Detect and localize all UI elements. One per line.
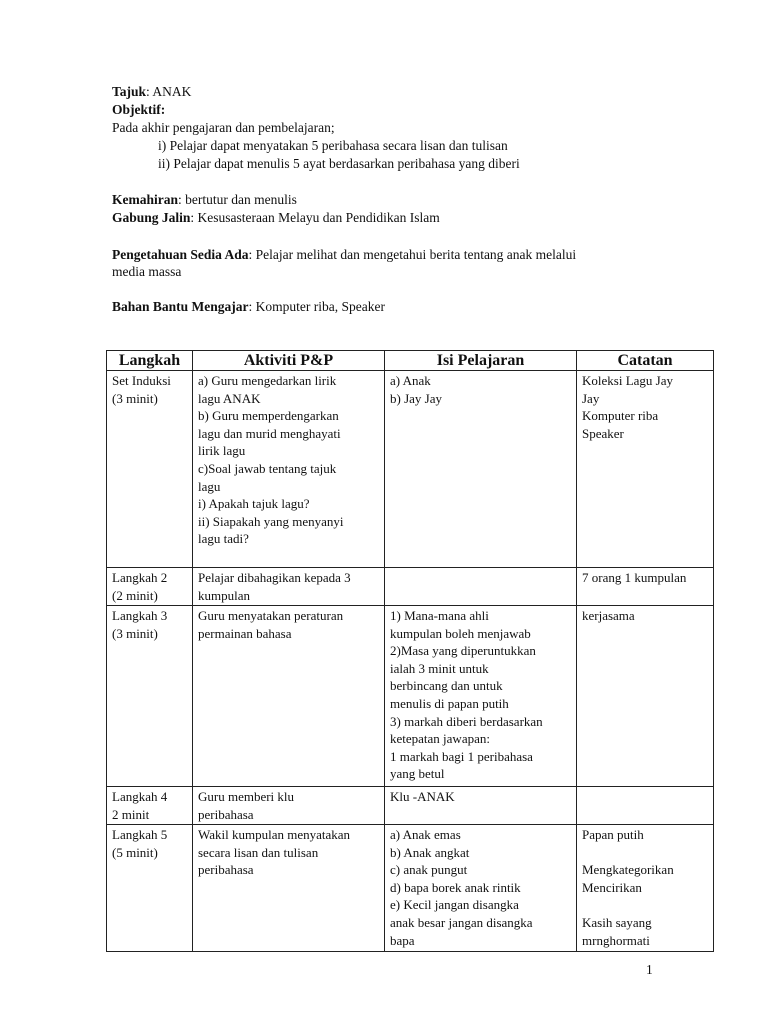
header-aktiviti: Aktiviti P&P [193, 351, 385, 371]
bahan-label: Bahan Bantu Mengajar [112, 299, 249, 314]
cell-langkah [107, 606, 193, 787]
cell-aktiviti [193, 606, 385, 787]
aktiviti-line: permainan bahasa [198, 625, 292, 641]
cell-aktiviti [193, 787, 385, 825]
aktiviti-line: secara lisan dan tulisan [198, 844, 319, 860]
langkah-line: (2 minit) [112, 587, 158, 603]
cell-langkah [107, 568, 193, 606]
langkah-line: Set Induksi [112, 373, 171, 388]
objektif-item-1: i) Pelajar dapat menyatakan 5 peribahasa secara lisan dan tulisan [158, 138, 508, 153]
catatan-line: kerjasama [582, 608, 635, 623]
cell-catatan [577, 568, 714, 606]
catatan-line: Komputer riba [582, 408, 659, 424]
objektif-label: Objektif: [112, 102, 166, 117]
cell-langkah [107, 371, 193, 568]
langkah-line: Langkah 4 [112, 789, 168, 804]
cell-langkah [107, 787, 193, 825]
cell-aktiviti [193, 825, 385, 952]
aktiviti-line: b) Guru memperdengarkan [198, 408, 339, 424]
cell-catatan [577, 825, 714, 952]
catatan-line: mrnghormati [582, 932, 650, 948]
table-row [107, 787, 714, 825]
isi-line: 1 markah bagi 1 peribahasa [390, 748, 533, 764]
cell-aktiviti [193, 371, 385, 568]
catatan-line [582, 896, 709, 914]
catatan-line: 7 orang 1 kumpulan [582, 570, 687, 585]
catatan-line: Jay [582, 390, 600, 406]
cell-langkah [107, 825, 193, 952]
isi-line: 1) Mana-mana ahli [390, 608, 489, 623]
catatan-line: Speaker [582, 425, 624, 441]
cell-catatan [577, 787, 714, 825]
table-row [107, 606, 714, 787]
bahan-value: : Komputer riba, Speaker [248, 299, 385, 314]
page-number: 1 [646, 962, 653, 977]
aktiviti-line: Wakil kumpulan menyatakan [198, 827, 351, 842]
header-langkah: Langkah [107, 351, 193, 371]
catatan-line: Mencirikan [582, 879, 642, 895]
langkah-line: Langkah 3 [112, 608, 168, 623]
isi-line: c) anak pungut [390, 862, 468, 878]
header-isi-pelajaran: Isi Pelajaran [385, 351, 577, 371]
gabung-jalin-line [112, 209, 440, 227]
table-row [107, 825, 714, 952]
gabung-jalin-label: Gabung Jalin [112, 210, 191, 225]
langkah-line: (3 minit) [112, 625, 158, 641]
isi-line: ketepatan jawapan: [390, 731, 490, 747]
isi-line: e) Kecil jangan disangka [390, 897, 519, 913]
isi-line: anak besar jangan disangka [390, 914, 533, 930]
isi-line: berbincang dan untuk [390, 678, 503, 694]
aktiviti-line: a) Guru mengedarkan lirik [198, 373, 337, 388]
aktiviti-line: kumpulan [198, 587, 250, 603]
aktiviti-line: lagu dan murid menghayati [198, 425, 341, 441]
isi-line: 3) markah diberi berdasarkan [390, 713, 543, 729]
langkah-line: Langkah 2 [112, 570, 168, 585]
header-catatan: Catatan [577, 351, 714, 371]
aktiviti-line: peribahasa [198, 806, 254, 822]
cell-catatan [577, 606, 714, 787]
catatan-line: Mengkategorikan [582, 862, 674, 878]
aktiviti-line: lagu ANAK [198, 390, 261, 406]
langkah-line: Langkah 5 [112, 827, 168, 842]
objektif-item-2: ii) Pelajar dapat menulis 5 ayat berdasarkan peribahasa yang diberi [158, 156, 520, 171]
langkah-line: (5 minit) [112, 844, 158, 860]
tajuk-value: : ANAK [146, 84, 192, 99]
catatan-line [582, 844, 709, 862]
cell-isi [385, 787, 577, 825]
lesson-plan-table [106, 350, 714, 952]
pengetahuan-line [112, 246, 576, 264]
table-row [107, 568, 714, 606]
objektif-intro: Pada akhir pengajaran dan pembelajaran; [112, 120, 335, 135]
cell-isi [385, 371, 577, 568]
isi-line: b) Anak angkat [390, 844, 470, 860]
aktiviti-line: ii) Siapakah yang menyanyi [198, 513, 344, 529]
isi-line: menulis di papan putih [390, 695, 509, 711]
tajuk-line [112, 83, 191, 101]
aktiviti-line: i) Apakah tajuk lagu? [198, 496, 310, 512]
cell-isi [385, 568, 577, 606]
bahan-line [112, 298, 385, 316]
aktiviti-line: lirik lagu [198, 443, 246, 459]
isi-line: yang betul [390, 766, 445, 782]
cell-catatan [577, 371, 714, 568]
isi-line: Klu -ANAK [390, 789, 455, 804]
kemahiran-line [112, 191, 297, 209]
aktiviti-line: Guru menyatakan peraturan [198, 608, 344, 623]
kemahiran-label: Kemahiran [112, 192, 178, 207]
pengetahuan-value-cont: media massa [112, 264, 182, 279]
kemahiran-value: : bertutur dan menulis [178, 192, 297, 207]
isi-line: kumpulan boleh menjawab [390, 625, 531, 641]
langkah-line: 2 minit [112, 806, 150, 822]
pengetahuan-label: Pengetahuan Sedia Ada [112, 247, 249, 262]
table-header-row [107, 351, 714, 371]
table-row [107, 371, 714, 568]
isi-line: ialah 3 minit untuk [390, 660, 489, 676]
aktiviti-line: c)Soal jawab tentang tajuk [198, 460, 337, 476]
cell-aktiviti [193, 568, 385, 606]
catatan-line: Kasih sayang [582, 914, 652, 930]
isi-line: bapa [390, 932, 415, 948]
aktiviti-line: Pelajar dibahagikan kepada 3 [198, 570, 351, 585]
cell-isi [385, 825, 577, 952]
isi-line: 2)Masa yang diperuntukkan [390, 643, 536, 659]
tajuk-label: Tajuk [112, 84, 147, 99]
catatan-line: Koleksi Lagu Jay [582, 373, 673, 388]
isi-line: d) bapa borek anak rintik [390, 879, 521, 895]
catatan-line: Papan putih [582, 827, 644, 842]
pengetahuan-value: : Pelajar melihat dan mengetahui berita tentang anak melalui [248, 247, 577, 262]
isi-line: a) Anak [390, 373, 431, 388]
isi-line: b) Jay Jay [390, 390, 442, 406]
aktiviti-line: Guru memberi klu [198, 789, 295, 804]
langkah-line: (3 minit) [112, 390, 158, 406]
gabung-jalin-value: : Kesusasteraan Melayu dan Pendidikan Islam [190, 210, 440, 225]
aktiviti-line: lagu tadi? [198, 531, 249, 547]
aktiviti-line: lagu [198, 478, 221, 494]
isi-line: a) Anak emas [390, 827, 461, 842]
aktiviti-line: peribahasa [198, 862, 254, 878]
cell-isi [385, 606, 577, 787]
